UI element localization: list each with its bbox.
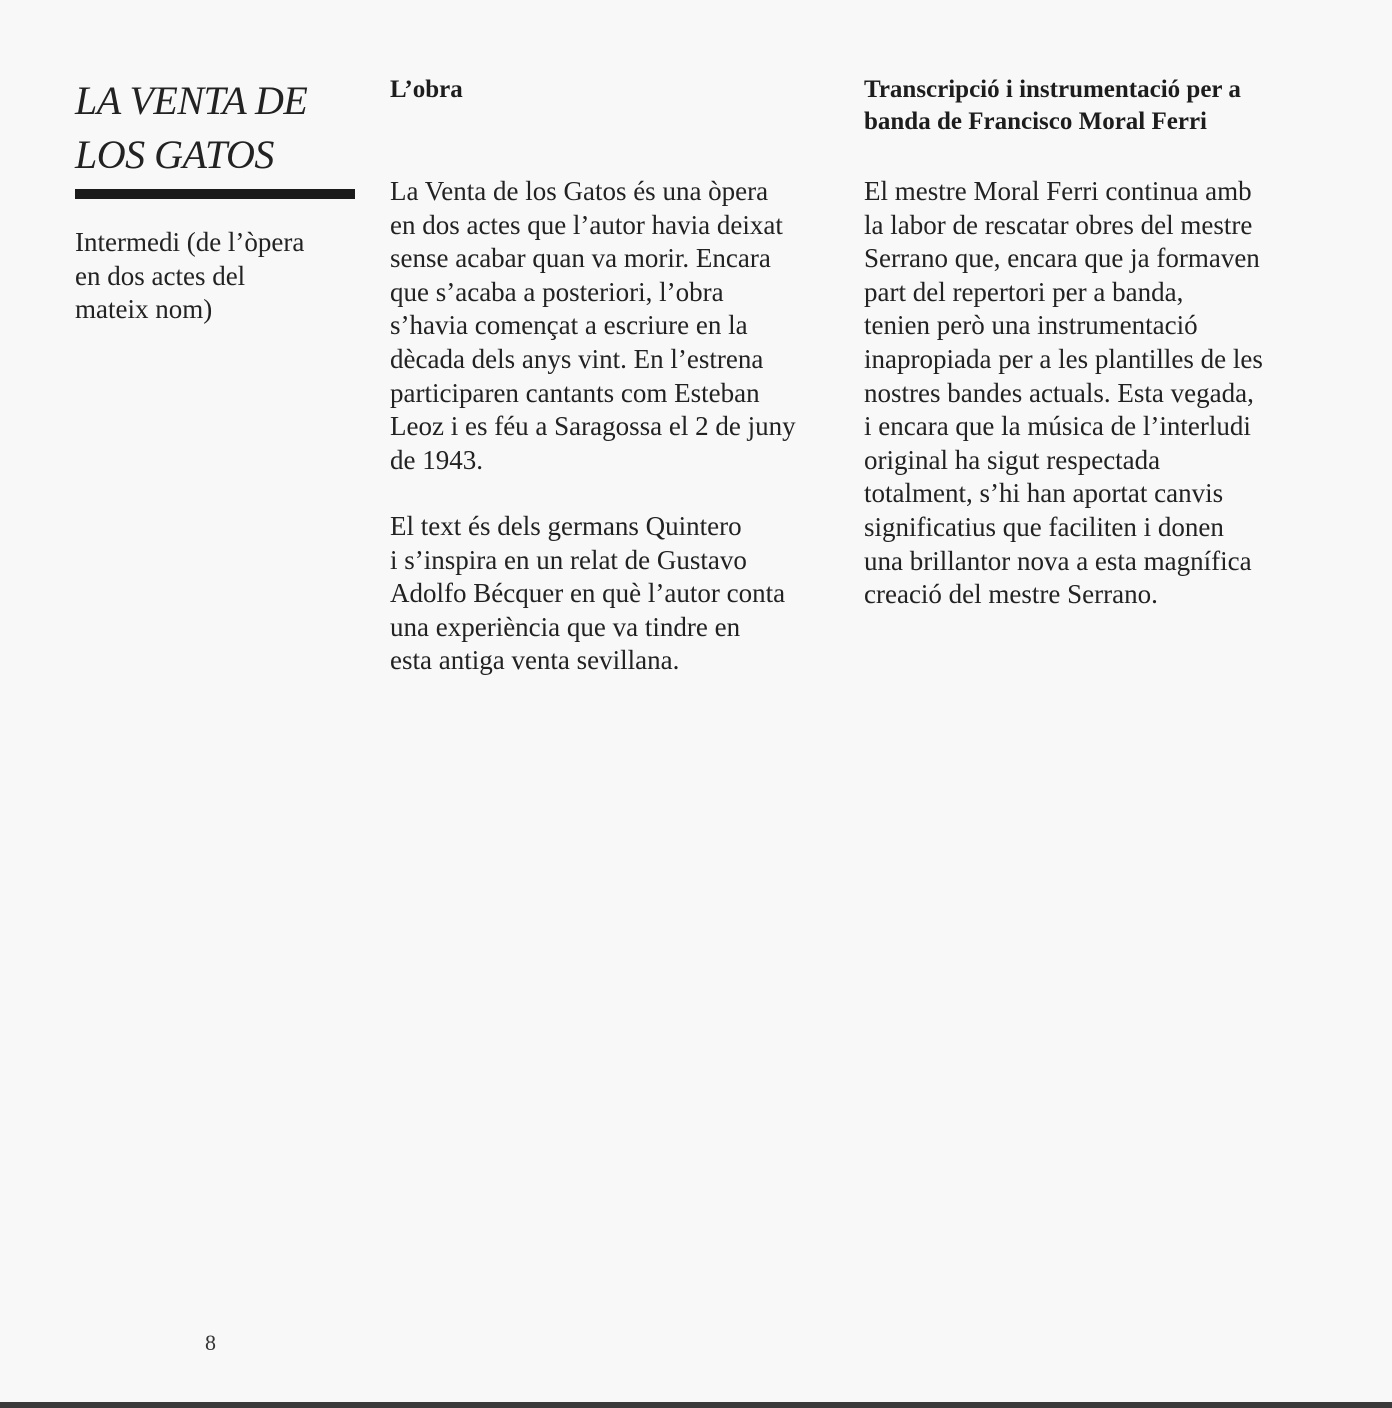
work-paragraph-2 (390, 510, 785, 678)
heading-line: banda de Francisco Moral Ferri (864, 108, 1207, 135)
paragraph-line: participaren cantants com Esteban (390, 377, 760, 408)
paragraph-line: esta antiga venta sevillana. (390, 645, 680, 676)
paragraph-line: El mestre Moral Ferri continua amb (864, 176, 1252, 206)
transcription-paragraph (864, 175, 1263, 612)
subtitle-line: Intermedi (de l’òpera (75, 227, 305, 257)
paragraph-line: la labor de rescatar obres del mestre (864, 209, 1253, 240)
page-number: 8 (205, 1330, 216, 1355)
paragraph-line: dècada dels anys vint. En l’estrena (390, 343, 764, 374)
paragraph-line: Serrano que, encara que ja formaven (864, 243, 1260, 274)
piece-subtitle (75, 226, 355, 327)
paragraph-line: inapropiada per a les plantilles de les (864, 343, 1263, 374)
page-bottom-edge (0, 1402, 1392, 1408)
paragraph-line: una experiència que va tindre en (390, 611, 741, 642)
paragraph-line: nostres bandes actuals. Esta vegada, (864, 377, 1254, 408)
paragraph-line: s’havia començat a escriure en la (390, 310, 748, 341)
paragraph-line: en dos actes que l’autor havia deixat (390, 209, 783, 240)
piece-title (75, 74, 355, 182)
title-line: LOS GATOS (75, 132, 274, 177)
paragraph-line: creació del mestre Serrano. (864, 579, 1158, 610)
transcription-column (864, 74, 1324, 610)
transcription-heading (864, 74, 1324, 138)
heading-line: Transcripció i instrumentació per a (864, 76, 1241, 103)
paragraph-line: de 1943. (390, 444, 483, 475)
paragraph-line: La Venta de los Gatos és una òpera (390, 176, 769, 206)
title-rule (75, 189, 355, 199)
title-line: LA VENTA DE (75, 78, 308, 123)
paragraph-line: Leoz i es féu a Saragossa el 2 de juny (390, 411, 796, 442)
paragraph-line: i s’inspira en un relat de Gustavo (390, 544, 747, 575)
paragraph-line: significatius que faciliten i donen (864, 511, 1224, 542)
paragraph-line: que s’acaba a posteriori, l’obra (390, 276, 724, 307)
paragraph-line: Adolfo Bécquer en què l’autor conta (390, 578, 786, 609)
paragraph-line: part del repertori per a banda, (864, 276, 1184, 307)
paragraph-line: i encara que la música de l’interludi (864, 411, 1251, 442)
paragraph-line: tenien però una instrumentació (864, 310, 1198, 341)
work-column (390, 74, 840, 676)
paragraph-line: una brillantor nova a esta magnífica (864, 545, 1252, 576)
paragraph-line: El text és dels germans Quintero (390, 511, 742, 541)
paragraph-line: totalment, s’hi han aportat canvis (864, 478, 1224, 509)
subtitle-line: en dos actes del (75, 260, 246, 291)
paragraph-line: original ha sigut respectada (864, 444, 1161, 475)
title-column (75, 74, 355, 325)
paragraph-line: sense acabar quan va morir. Encara (390, 243, 771, 274)
work-paragraph-1 (390, 175, 796, 477)
work-heading: L’obra (390, 76, 463, 103)
subtitle-line: mateix nom) (75, 294, 213, 325)
